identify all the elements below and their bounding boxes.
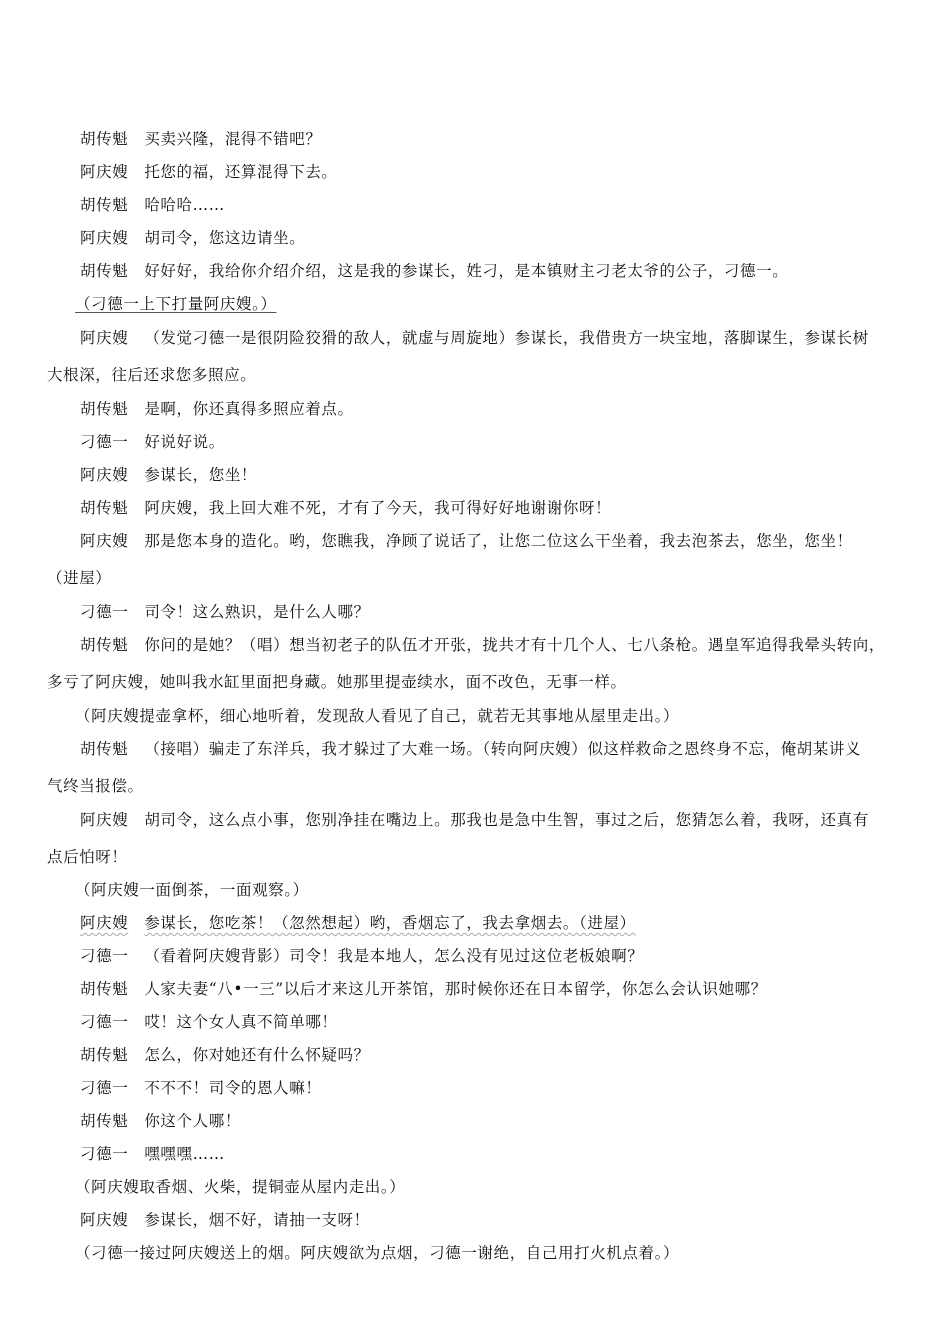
speaker: 阿庆嫂 [80,229,129,247]
speech: 参谋长，烟不好，请抽一支呀！ [144,1211,370,1229]
speaker: 阿庆嫂 [80,811,129,829]
dialogue-line [80,194,225,216]
dialogue-line [80,1044,370,1066]
dialogue-line [80,978,767,1000]
speaker: 阿庆嫂 [80,914,129,932]
stage-direction: （阿庆嫂提壶拿杯，细心地听着，发现敌人看见了自己，就若无其事地从屋里走出。） [75,707,680,725]
speaker: 胡传魁 [80,130,129,148]
speaker: 胡传魁 [80,499,129,517]
dialogue-line [80,161,338,183]
speaker: 胡传魁 [80,980,129,998]
speaker: 阿庆嫂 [80,466,129,484]
speech: 胡司令，这么点小事，您别净挂在嘴边上。那我也是急中生智，事过之后，您猜怎么着，我呀，还真有 [144,811,869,829]
speech: 你这个人哪！ [144,1112,241,1130]
speech: 好说好说。 [144,433,225,451]
speaker: 胡传魁 [80,1112,129,1130]
speech: 哈哈哈…… [144,196,225,214]
dialogue-line [80,497,611,519]
speech: 那是您本身的造化。哟，您瞧我，净顾了说话了，让您二位这么干坐着，我去泡茶去，您坐，您坐！ [144,532,853,550]
speaker: 胡传魁 [80,400,129,418]
dialogue-line [80,1110,241,1132]
speaker: 胡传魁 [80,196,129,214]
dialogue-line [80,128,321,150]
speech: （发觉刁德一是很阴险狡猾的敌人，就虚与周旋地）参谋长，我借贵方一块宝地，落脚谋生，参谋长树 [144,329,869,347]
speaker: 阿庆嫂 [80,329,129,347]
stage-direction: （阿庆嫂一面倒茶，一面观察。） [75,881,309,899]
speech: （接唱）骗走了东洋兵，我才躲过了大难一场。（转向阿庆嫂）似这样救命之恩终身不忘，俺胡某讲义 [144,740,862,758]
dialogue-continuation: 点后怕呀！ [47,848,128,866]
dialogue-line [80,601,370,623]
stage-text: （刁德一上下打量阿庆嫂。） [75,295,277,313]
speech: 人家夫妻“八•一三”以后才来这儿开茶馆，那时候你还在日本留学，你怎么会认识她哪？ [144,980,767,998]
speaker: 阿庆嫂 [80,532,129,550]
speaker: 刁德一 [80,1145,129,1163]
dialogue-line [80,530,853,552]
speaker: 胡传魁 [80,740,129,758]
speech: 参谋长，您坐！ [144,466,258,484]
dialogue-line [80,260,788,282]
speaker: 刁德一 [80,1013,129,1031]
dialogue-continuation: 大根深，往后还求您多照应。 [47,366,257,384]
speech: 不不不！司令的恩人嘛！ [144,1079,322,1097]
dialogue-continuation: 气终当报偿。 [47,777,144,795]
stage-direction: （阿庆嫂取香烟、火柴，提铜壶从屋内走出。） [75,1178,406,1196]
dialogue-line [80,738,861,760]
dialogue-line [80,809,869,831]
speech: 托您的福，还算混得下去。 [144,163,338,181]
stage-direction [75,293,277,315]
speaker: 刁德一 [80,433,129,451]
dialogue-line [80,912,636,934]
dialogue-line [80,1209,370,1231]
dialogue-line [80,227,305,249]
dialogue-line [80,327,869,349]
dialogue-continuation: （进屋） [47,569,112,587]
speech: 嘿嘿嘿…… [144,1145,225,1163]
speaker: 刁德一 [80,1079,129,1097]
dialogue-line [80,398,354,420]
speech: 阿庆嫂，我上回大难不死，才有了今天，我可得好好地谢谢你呀！ [144,499,612,517]
dialogue-line [80,1143,225,1165]
speaker: 胡传魁 [80,1046,129,1064]
speech: 怎么，你对她还有什么怀疑吗？ [144,1046,370,1064]
speaker: 刁德一 [80,603,129,621]
speaker: 胡传魁 [80,262,129,280]
speech: 买卖兴隆，混得不错吧？ [144,130,322,148]
speech: 参谋长，您吃茶！（忽然想起）哟，香烟忘了，我去拿烟去。（进屋） [144,914,636,932]
speech: 司令！这么熟识，是什么人哪？ [144,603,370,621]
speaker: 阿庆嫂 [80,163,129,181]
dialogue-line [80,464,257,486]
speech: 胡司令，您这边请坐。 [144,229,306,247]
speech: 哎！这个女人真不简单哪！ [144,1013,338,1031]
stage-direction: （刁德一接过阿庆嫂送上的烟。阿庆嫂欲为点烟，刁德一谢绝，自己用打火机点着。） [75,1244,680,1262]
dialogue-continuation: 多亏了阿庆嫂，她叫我水缸里面把身藏。她那里提壶续水，面不改色，无事一样。 [47,673,627,691]
speaker: 胡传魁 [80,636,129,654]
dialogue-line [80,634,885,656]
speech: 好好好，我给你介绍介绍，这是我的参谋长，姓刁，是本镇财主刁老太爷的公子，刁德一。 [144,262,789,280]
dialogue-line [80,1077,321,1099]
dialogue-line [80,431,225,453]
speaker: 阿庆嫂 [80,1211,129,1229]
dialogue-line [80,945,643,967]
speech: （看着阿庆嫂背影）司令！我是本地人，怎么没有见过这位老板娘啊？ [144,947,644,965]
speech: 你问的是她？（唱）想当初老子的队伍才开张，拢共才有十几个人、七八条枪。遇皇军追得我晕头转向， [144,636,885,654]
speech: 是啊，你还真得多照应着点。 [144,400,354,418]
dialogue-line [80,1011,338,1033]
speaker: 刁德一 [80,947,129,965]
